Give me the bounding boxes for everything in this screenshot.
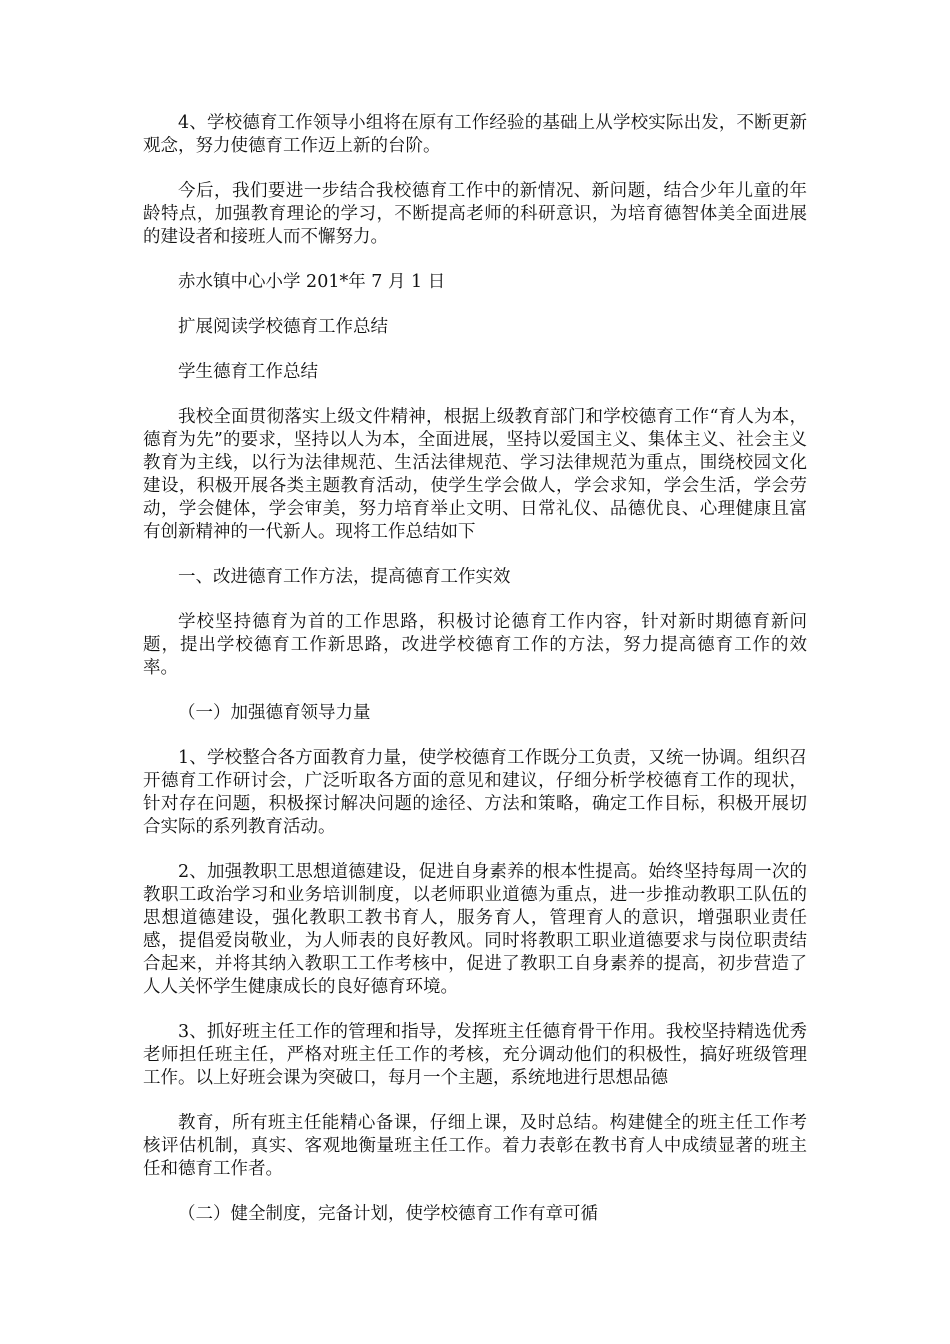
heading-part-one: 一、改进德育工作方法，提高德育工作实效 xyxy=(178,567,511,587)
paragraph-part-one-summary: 学校坚持德育为首的工作思路，积极讨论德育工作内容，针对新时期德育新问题，提出学校德育工作新思路，改进学校德育工作的方法，努力提高德育工作的效率。 xyxy=(143,612,807,678)
heading-subsection-two: （二）健全制度，完备计划，使学校德育工作有章可循 xyxy=(178,1204,598,1224)
paragraph-item-4-conclusion: 4、学校德育工作领导小组将在原有工作经验的基础上从学校实际出发，不断更新观念，努力使德育工作迈上新的台阶。 xyxy=(143,113,807,156)
document-body xyxy=(143,112,807,1248)
paragraph-introduction: 我校全面贯彻落实上级文件精神，根据上级教育部门和学校德育工作“育人为本，德育为先”的要求，坚持以人为本，全面进展，坚持以爱国主义、集体主义、社会主义教育为主线，以行为法律规范、生活法律规范、学习法律规范为重点，围绕校园文化建设，积极开展各类主题教育活动，使学生学会做人，学会求知，学会生活，学会劳动，学会健体，学会审美，努力培育举止文明、日常礼仪、品德优良、心理健康且富有创新精神的一代新人。现将工作总结如下 xyxy=(143,407,807,542)
paragraph-item-2: 2、加强教职工思想道德建设，促进自身素养的根本性提高。始终坚持每周一次的教职工政治学习和业务培训制度，以老师职业道德为重点，进一步推动教职工队伍的思想道德建设，强化教职工教书育人，服务育人，管理育人的意识，增强职业责任感，提倡爱岗敬业，为人师表的良好教风。同时将教职工职业道德要求与岗位职责结合起来，并将其纳入教职工工作考核中，促进了教职工自身素养的提高，初步营造了人人关怀学生健康成长的良好德育环境。 xyxy=(143,862,807,997)
paragraph-item-3-continued: 教育，所有班主任能精心备课，仔细上课，及时总结。构建健全的班主任工作考核评估机制，真实、客观地衡量班主任工作。着力表彰在教书育人中成绩显著的班主任和德育工作者。 xyxy=(143,1113,807,1179)
paragraph-extended-reading-title: 扩展阅读学校德育工作总结 xyxy=(178,317,388,337)
paragraph-future-outlook: 今后，我们要进一步结合我校德育工作中的新情况、新问题，结合少年儿童的年龄特点，加强教育理论的学习，不断提高老师的科研意识，为培育德智体美全面进展的建设者和接班人而不懈努力。 xyxy=(143,181,807,247)
paragraph-item-3: 3、抓好班主任工作的管理和指导，发挥班主任德育骨干作用。我校坚持精选优秀老师担任班主任，严格对班主任工作的考核，充分调动他们的积极性，搞好班级管理工作。以上好班会课为突破口，每月一个主题，系统地进行思想品德 xyxy=(143,1022,807,1088)
paragraph-item-1: 1、学校整合各方面教育力量，使学校德育工作既分工负责，又统一协调。组织召开德育工作研讨会，广泛听取各方面的意见和建议，仔细分析学校德育工作的现状，针对存在问题，积极探讨解决问题的途径、方法和策略，确定工作目标，积极开展切合实际的系列教育活动。 xyxy=(143,748,807,837)
paragraph-signature-date: 赤水镇中心小学 201*年 7 月 1 日 xyxy=(178,272,446,292)
paragraph-section-title: 学生德育工作总结 xyxy=(178,362,318,382)
heading-subsection-one: （一）加强德育领导力量 xyxy=(178,703,371,723)
